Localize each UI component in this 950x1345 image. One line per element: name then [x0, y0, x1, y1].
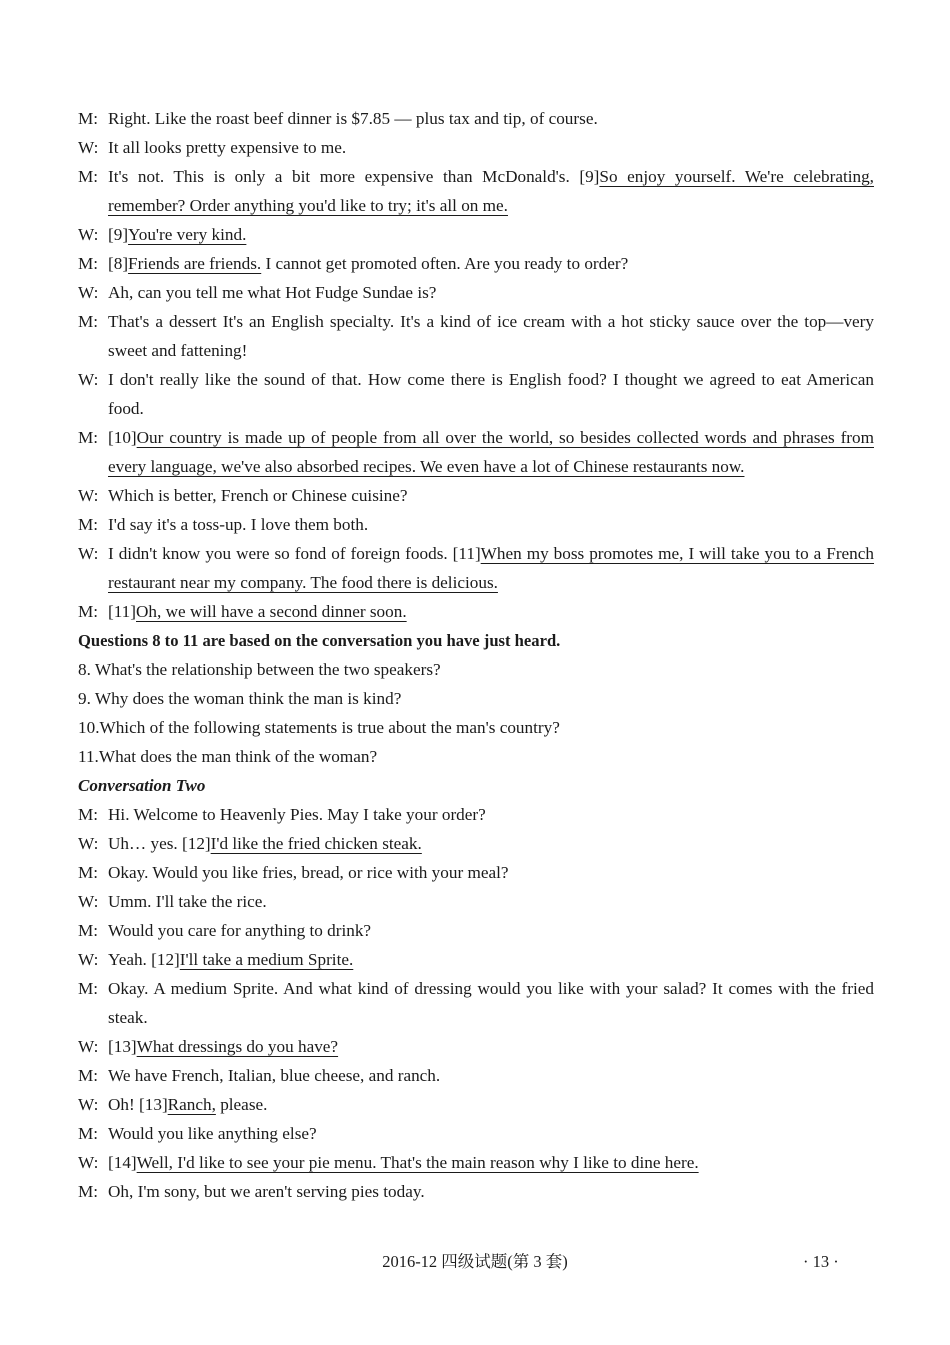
answer-underline: I'll take a medium Sprite. — [179, 950, 354, 969]
line-text — [108, 916, 874, 945]
speaker-label: W: — [78, 950, 99, 969]
speaker-label: M: — [78, 805, 99, 824]
speaker-label: W: — [78, 1095, 99, 1114]
dialogue-line — [78, 162, 874, 220]
line-text — [108, 104, 874, 133]
question-item: 8. What's the relationship between the two speakers? — [78, 660, 441, 679]
line-text — [108, 481, 874, 510]
speaker-label: M: — [78, 428, 99, 447]
dialogue-line — [78, 1090, 874, 1119]
line-segment: Ah, can you tell me what Hot Fudge Sundae is? — [108, 283, 437, 302]
line-segment: [9] — [108, 225, 129, 244]
speaker-label: W: — [78, 370, 99, 389]
line-text — [108, 307, 874, 365]
speaker-label: W: — [78, 1037, 99, 1056]
line-text — [108, 800, 874, 829]
page-footer-title: 2016-12 四级试题(第 3 套) — [382, 1252, 568, 1271]
line-segment: I'd say it's a toss-up. I love them both. — [108, 515, 369, 534]
line-segment: I cannot get promoted often. Are you ready to order? — [261, 254, 629, 273]
conversation-two-title: Conversation Two — [78, 776, 206, 795]
speaker-label: W: — [78, 225, 99, 244]
line-text — [108, 887, 874, 916]
line-text — [108, 597, 874, 626]
line-text — [108, 249, 874, 278]
dialogue-line — [78, 1119, 874, 1148]
speaker-label: W: — [78, 486, 99, 505]
dialogue-line — [78, 220, 874, 249]
dialogue-line — [78, 481, 874, 510]
question-item: 9. Why does the woman think the man is kind? — [78, 689, 402, 708]
line-segment: I don't really like the sound of that. How come there is English food? I thought we agreed to eat American food. — [108, 370, 874, 418]
answer-underline: I'd like the fried chicken steak. — [210, 834, 422, 853]
questions-list — [78, 655, 874, 771]
page-number: · 13 · — [803, 1252, 839, 1271]
line-segment: Oh, I'm sony, but we aren't serving pies today. — [108, 1182, 425, 1201]
answer-underline: Well, I'd like to see your pie menu. That's the main reason why I like to dine here. — [136, 1153, 699, 1172]
speaker-label: W: — [78, 544, 99, 563]
speaker-label: W: — [78, 834, 99, 853]
line-text — [108, 829, 874, 858]
dialogue-line — [78, 365, 874, 423]
dialogue-line — [78, 829, 874, 858]
line-segment: [13] — [108, 1037, 137, 1056]
dialogue-line — [78, 510, 874, 539]
dialogue-two — [78, 800, 874, 1206]
dialogue-line — [78, 1061, 874, 1090]
line-text — [108, 1061, 874, 1090]
speaker-label: W: — [78, 138, 99, 157]
speaker-label: M: — [78, 979, 99, 998]
line-text — [108, 220, 874, 249]
line-segment: [11] — [108, 602, 136, 621]
line-segment: Right. Like the roast beef dinner is $7.85 — plus tax and tip, of course. — [108, 109, 598, 128]
line-segment: [14] — [108, 1153, 137, 1172]
line-segment: Umm. I'll take the rice. — [108, 892, 267, 911]
answer-underline: Our country is made up of people from all over the world, so besides collected words and phrases from every language, we've also absorbed recipes. We even have a lot of Chinese restaurants now. — [108, 428, 874, 476]
dialogue-line — [78, 800, 874, 829]
speaker-label: M: — [78, 1182, 99, 1201]
line-segment: Yeah. [12] — [108, 950, 180, 969]
speaker-label: M: — [78, 515, 99, 534]
line-segment: Would you care for anything to drink? — [108, 921, 372, 940]
questions-heading: Questions 8 to 11 are based on the conversation you have just heard. — [78, 631, 561, 650]
line-segment: I didn't know you were so fond of foreign foods. [11] — [108, 544, 481, 563]
dialogue-line — [78, 307, 874, 365]
speaker-label: M: — [78, 602, 99, 621]
line-text — [108, 1090, 874, 1119]
line-segment: Which is better, French or Chinese cuisine? — [108, 486, 408, 505]
line-segment: [10] — [108, 428, 137, 447]
question-item: 11.What does the man think of the woman? — [78, 747, 378, 766]
dialogue-line — [78, 1148, 874, 1177]
speaker-label: M: — [78, 1066, 99, 1085]
line-segment: That's a dessert It's an English specialty. It's a kind of ice cream with a hot sticky sauce over the top—very sweet and fattening! — [108, 312, 874, 360]
speaker-label: M: — [78, 312, 99, 331]
answer-underline: What dressings do you have? — [136, 1037, 339, 1056]
dialogue-line — [78, 133, 874, 162]
speaker-label: M: — [78, 167, 99, 186]
line-text — [108, 162, 874, 220]
line-text — [108, 974, 874, 1032]
dialogue-line — [78, 945, 874, 974]
line-text — [108, 510, 874, 539]
speaker-label: M: — [78, 109, 99, 128]
line-segment: Oh! [13] — [108, 1095, 168, 1114]
dialogue-line — [78, 278, 874, 307]
line-segment: It all looks pretty expensive to me. — [108, 138, 347, 157]
dialogue-line — [78, 104, 874, 133]
line-text — [108, 278, 874, 307]
dialogue-one — [78, 104, 874, 626]
line-segment: Okay. A medium Sprite. And what kind of dressing would you like with your salad? It comes with the fried steak. — [108, 979, 874, 1027]
line-text — [108, 423, 874, 481]
dialogue-line — [78, 887, 874, 916]
line-text — [108, 858, 874, 887]
speaker-label: M: — [78, 863, 99, 882]
line-segment: please. — [215, 1095, 268, 1114]
dialogue-line — [78, 1177, 874, 1206]
line-segment: Okay. Would you like fries, bread, or rice with your meal? — [108, 863, 509, 882]
page-content — [78, 104, 874, 1206]
dialogue-line — [78, 858, 874, 887]
line-text — [108, 945, 874, 974]
line-segment: Would you like anything else? — [108, 1124, 317, 1143]
line-segment: It's not. This is only a bit more expensive than McDonald's. [9] — [108, 167, 600, 186]
speaker-label: M: — [78, 921, 99, 940]
speaker-label: W: — [78, 892, 99, 911]
dialogue-line — [78, 249, 874, 278]
dialogue-line — [78, 539, 874, 597]
line-text — [108, 539, 874, 597]
question-item: 10.Which of the following statements is true about the man's country? — [78, 718, 560, 737]
line-text — [108, 133, 874, 162]
line-text — [108, 1119, 874, 1148]
dialogue-line — [78, 1032, 874, 1061]
answer-underline: You're very kind. — [128, 225, 247, 244]
speaker-label: M: — [78, 254, 99, 273]
line-segment: Uh… yes. [12] — [108, 834, 211, 853]
answer-underline: When my boss promotes me, I will take you to a French restaurant near my company. The food there is delicious. — [108, 544, 875, 592]
answer-underline: So enjoy yourself. We're celebrating, remember? Order anything you'd like to try; it's all on me. — [108, 167, 874, 215]
line-segment: [8] — [108, 254, 129, 273]
dialogue-line — [78, 916, 874, 945]
line-text — [108, 1032, 874, 1061]
line-text — [108, 1177, 874, 1206]
line-text — [108, 1148, 874, 1177]
dialogue-line — [78, 597, 874, 626]
speaker-label: W: — [78, 283, 99, 302]
speaker-label: M: — [78, 1124, 99, 1143]
line-segment: We have French, Italian, blue cheese, and ranch. — [108, 1066, 441, 1085]
answer-underline: Oh, we will have a second dinner soon. — [136, 602, 407, 621]
answer-underline: Friends are friends. — [128, 254, 262, 273]
line-segment: Hi. Welcome to Heavenly Pies. May I take your order? — [108, 805, 486, 824]
speaker-label: W: — [78, 1153, 99, 1172]
dialogue-line — [78, 423, 874, 481]
answer-underline: Ranch, — [167, 1095, 216, 1114]
line-text — [108, 365, 874, 423]
dialogue-line — [78, 974, 874, 1032]
